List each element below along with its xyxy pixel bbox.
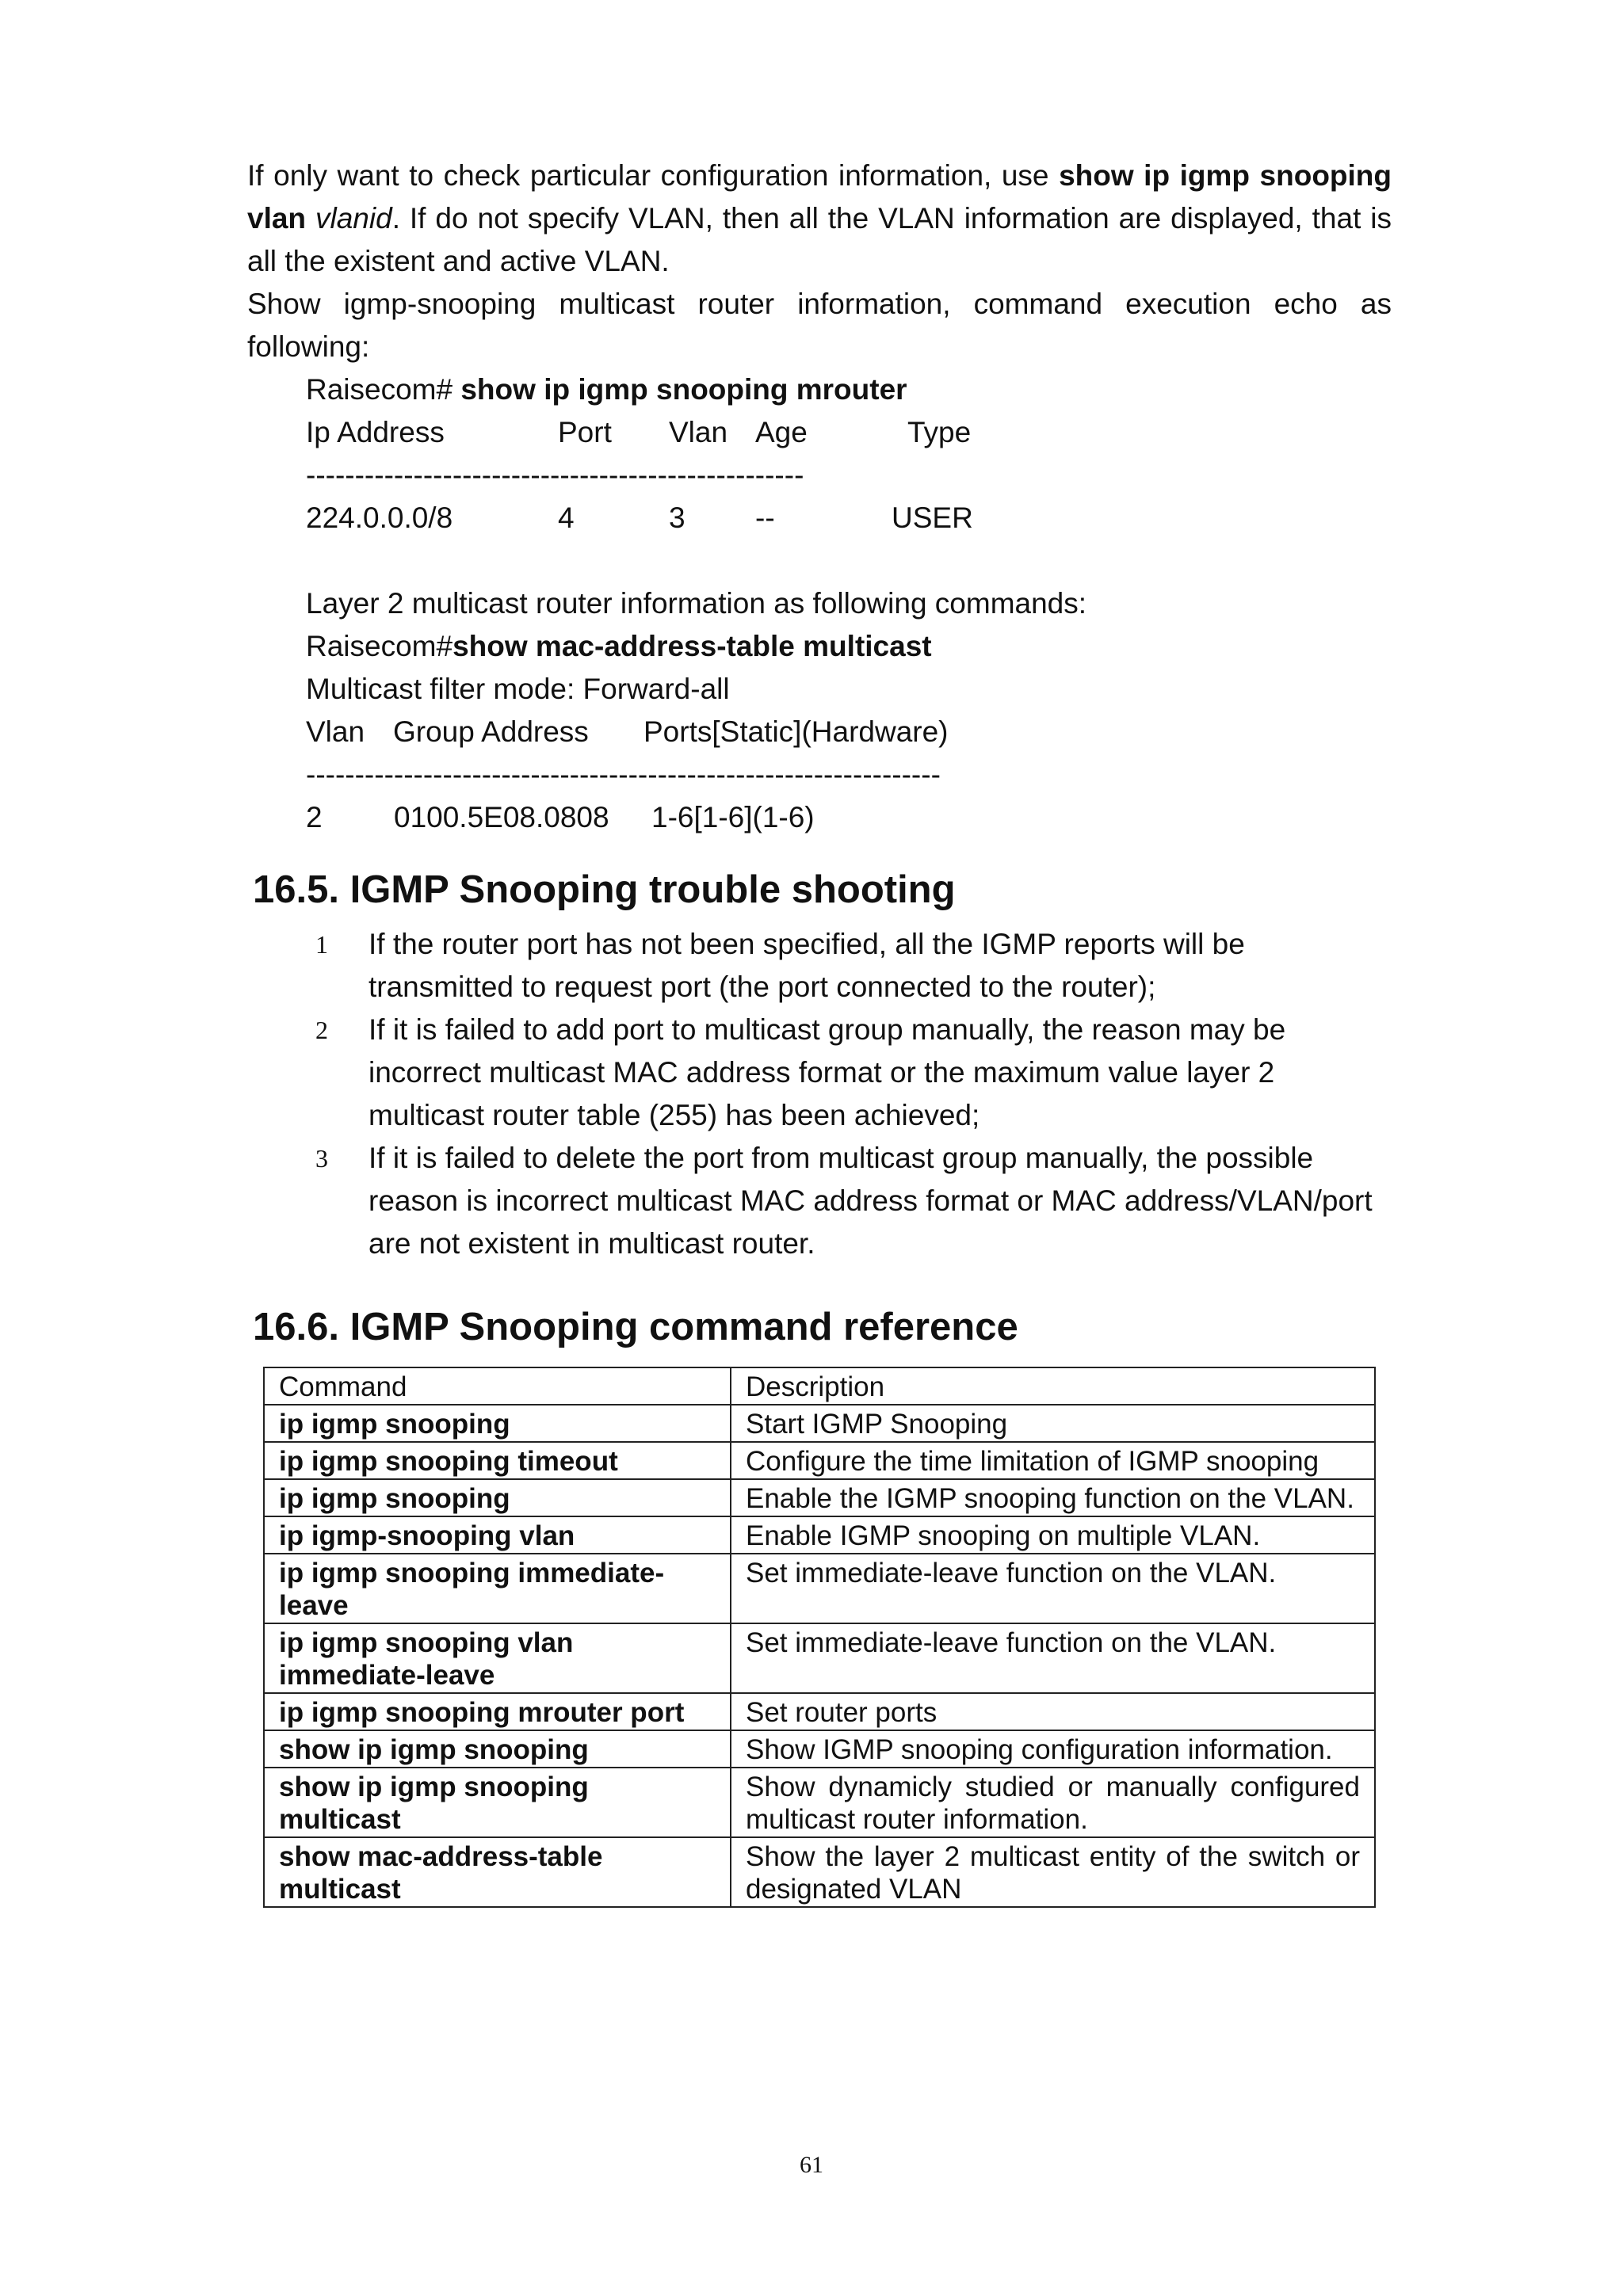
- table-row: [264, 1623, 1375, 1693]
- prompt: Raisecom#: [306, 630, 453, 662]
- table-row: [264, 1693, 1375, 1730]
- mac-table-intro: Layer 2 multicast router information as following commands:: [306, 587, 1087, 620]
- trouble-shooting-list: [247, 923, 1392, 1265]
- cell-description: Configure the time limitation of IGMP snooping: [731, 1442, 1375, 1479]
- cell-description: Set router ports: [731, 1693, 1375, 1730]
- list-item-text: If the router port has not been specified, all the IGMP reports will be transmitted to request port (the port connected to the router);: [369, 928, 1245, 1003]
- table-row: [264, 1442, 1375, 1479]
- mac-data-row: [306, 796, 1392, 839]
- table-row: [264, 1516, 1375, 1554]
- cell-port: 4: [558, 502, 575, 534]
- cell-description: Start IGMP Snooping: [731, 1405, 1375, 1442]
- header-ip-address: Ip Address: [306, 416, 445, 448]
- header-port: Port: [558, 416, 612, 448]
- cell-description: Set immediate-leave function on the VLAN.: [731, 1554, 1375, 1623]
- cell-command: ip igmp snooping mrouter port: [264, 1693, 731, 1730]
- cell-description: Enable the IGMP snooping function on the VLAN.: [731, 1479, 1375, 1516]
- list-item: [247, 1137, 1392, 1265]
- document-page: [247, 154, 1392, 1908]
- mrouter-header-row: [306, 411, 1392, 454]
- filter-mode: Multicast filter mode: Forward-all: [306, 673, 730, 705]
- cell-vlan: 2: [306, 801, 323, 833]
- intro-variable: vlanid: [315, 202, 392, 235]
- header-vlan: Vlan: [306, 715, 365, 748]
- header-group-address: Group Address: [393, 715, 589, 748]
- mrouter-echo: [306, 368, 1392, 839]
- cell-description: Enable IGMP snooping on multiple VLAN.: [731, 1516, 1375, 1554]
- table-row: [264, 1554, 1375, 1623]
- table-row: [264, 1768, 1375, 1837]
- mac-header-row: [306, 711, 1392, 753]
- list-item-number: 3: [315, 1144, 328, 1173]
- cell-command: ip igmp snooping timeout: [264, 1442, 731, 1479]
- separator: -----------------------------------------------------------------: [306, 758, 941, 791]
- column-header-command: Command: [264, 1367, 731, 1405]
- list-item: [247, 923, 1392, 1009]
- table-row: [264, 1837, 1375, 1907]
- list-item-text: If it is failed to add port to multicast group manually, the reason may be incorrect multicast MAC address format or the maximum value layer 2 multicast router table (255) has been achieved;: [369, 1013, 1286, 1131]
- page-number: 61: [800, 2152, 823, 2178]
- cell-group-address: 0100.5E08.0808: [394, 801, 609, 833]
- table-row: [264, 1405, 1375, 1442]
- cell-description: Show the layer 2 multicast entity of the switch or designated VLAN: [731, 1837, 1375, 1907]
- section-title-trouble-shooting: 16.5. IGMP Snooping trouble shooting: [253, 868, 956, 911]
- list-item-text: If it is failed to delete the port from multicast group manually, the possible reason is incorrect multicast MAC address format or MAC address/VLAN/port are not existent in multicast router.: [369, 1142, 1373, 1260]
- intro-command: show ip igmp snooping vlan: [247, 159, 1392, 235]
- mrouter-command-line: [306, 368, 1392, 411]
- cell-description: Show dynamicly studied or manually configured multicast router information.: [731, 1768, 1375, 1837]
- intro-text-a: If only want to check particular configuration information, use: [247, 159, 1060, 192]
- separator: ---------------------------------------------------: [306, 459, 804, 491]
- cell-age: --: [755, 502, 775, 534]
- cell-command: ip igmp snooping: [264, 1405, 731, 1442]
- header-ports: Ports[Static](Hardware): [643, 715, 949, 748]
- command: show ip igmp snooping mrouter: [460, 373, 907, 406]
- cell-command: show mac-address-table multicast: [264, 1837, 731, 1907]
- table-header-row: [264, 1367, 1375, 1405]
- command: show mac-address-table multicast: [453, 630, 932, 662]
- cell-command: ip igmp snooping vlan immediate-leave: [264, 1623, 731, 1693]
- mac-command-line: [306, 625, 1392, 668]
- list-item-number: 1: [315, 930, 328, 959]
- list-item-number: 2: [315, 1016, 328, 1044]
- cell-command: ip igmp-snooping vlan: [264, 1516, 731, 1554]
- cell-ip-address: 224.0.0.0/8: [306, 502, 453, 534]
- intro-paragraph: [247, 154, 1392, 283]
- cell-type: USER: [892, 502, 973, 534]
- intro-text-b: . If do not specify VLAN, then all the VLAN information are displayed, that is all the existent and active VLAN.: [247, 202, 1392, 277]
- mrouter-data-row: [306, 497, 1392, 540]
- column-header-description: Description: [731, 1367, 1375, 1405]
- header-vlan: Vlan: [669, 416, 728, 448]
- header-type: Type: [907, 416, 972, 448]
- cell-ports: 1-6[1-6](1-6): [651, 801, 815, 833]
- cell-description: Set immediate-leave function on the VLAN.: [731, 1623, 1375, 1693]
- prompt: Raisecom#: [306, 373, 461, 406]
- cell-command: ip igmp snooping immediate-leave: [264, 1554, 731, 1623]
- table-row: [264, 1730, 1375, 1768]
- cell-command: show ip igmp snooping multicast: [264, 1768, 731, 1837]
- header-age: Age: [755, 416, 808, 448]
- blank-line: [306, 540, 1392, 582]
- cell-vlan: 3: [669, 502, 685, 534]
- section-title-command-reference: 16.6. IGMP Snooping command reference: [253, 1306, 1018, 1348]
- command-reference-table: [263, 1367, 1376, 1908]
- table-row: [264, 1479, 1375, 1516]
- cell-description: Show IGMP snooping configuration information.: [731, 1730, 1375, 1768]
- list-item: [247, 1009, 1392, 1137]
- cell-command: show ip igmp snooping: [264, 1730, 731, 1768]
- cell-command: ip igmp snooping: [264, 1479, 731, 1516]
- mrouter-intro: Show igmp-snooping multicast router information, command execution echo as following:: [247, 288, 1392, 363]
